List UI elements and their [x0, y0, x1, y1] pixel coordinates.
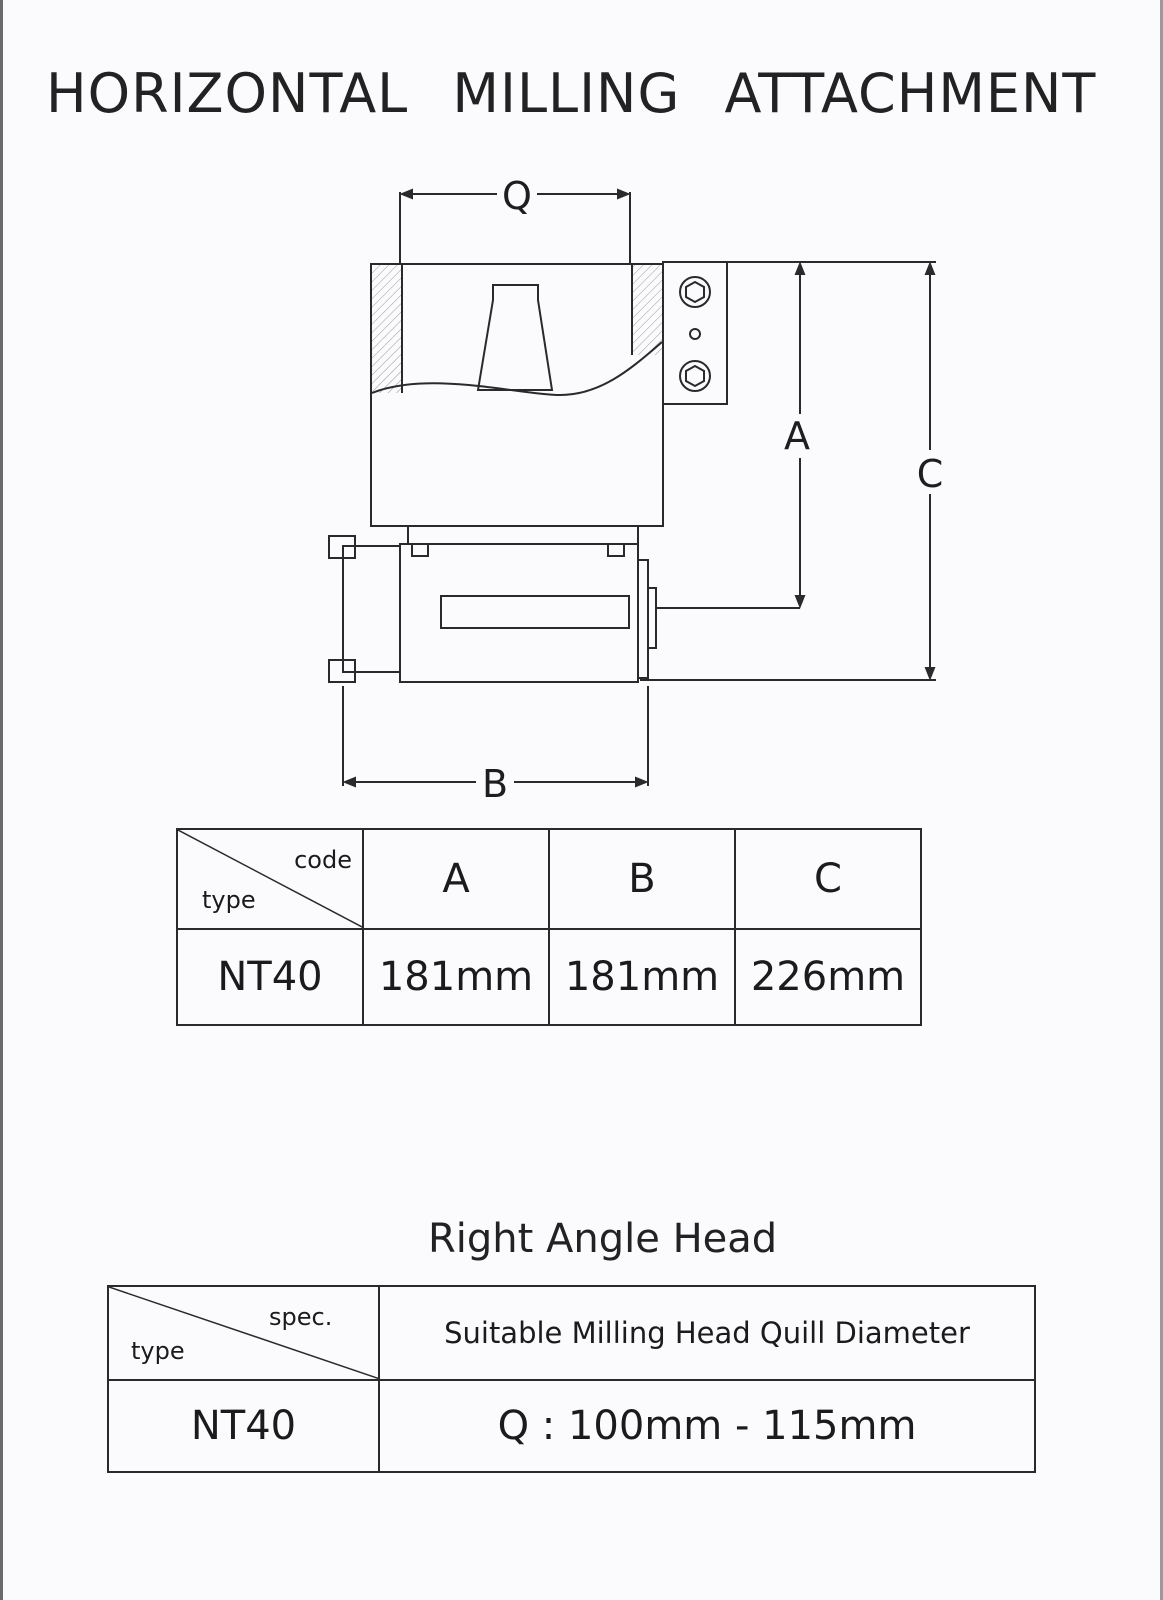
- column-header: B: [549, 829, 735, 929]
- corner-label-spec: spec.: [269, 1303, 333, 1331]
- dimension-label-a: A: [784, 414, 810, 458]
- table-corner-cell: [108, 1286, 379, 1380]
- scan-edge-mark: [0, 0, 3, 1600]
- dimension-label-b: B: [481, 762, 509, 806]
- section-subtitle: Right Angle Head: [428, 1216, 778, 1262]
- document-title: HORIZONTAL MILLING ATTACHMENT: [46, 62, 1097, 125]
- dimension-label-q: Q: [502, 174, 532, 218]
- corner-label-type: type: [131, 1337, 185, 1365]
- dimensions-table: [176, 828, 922, 1026]
- corner-label-code: code: [294, 846, 352, 874]
- dimension-label-c: C: [916, 452, 944, 496]
- table-corner-cell: [177, 829, 363, 929]
- value-cell: 181mm: [363, 929, 549, 1025]
- table-row: [108, 1380, 1035, 1472]
- type-cell: NT40: [108, 1380, 379, 1472]
- column-header: Suitable Milling Head Quill Diameter: [379, 1286, 1035, 1380]
- value-cell: 226mm: [735, 929, 921, 1025]
- column-header: C: [735, 829, 921, 929]
- value-cell: Q : 100mm - 115mm: [379, 1380, 1035, 1472]
- quill-diameter-table: [107, 1285, 1036, 1473]
- table-row: [177, 929, 921, 1025]
- type-cell: NT40: [177, 929, 363, 1025]
- column-header: A: [363, 829, 549, 929]
- corner-label-type: type: [202, 886, 256, 914]
- value-cell: 181mm: [549, 929, 735, 1025]
- corner-diagonal: [109, 1287, 380, 1379]
